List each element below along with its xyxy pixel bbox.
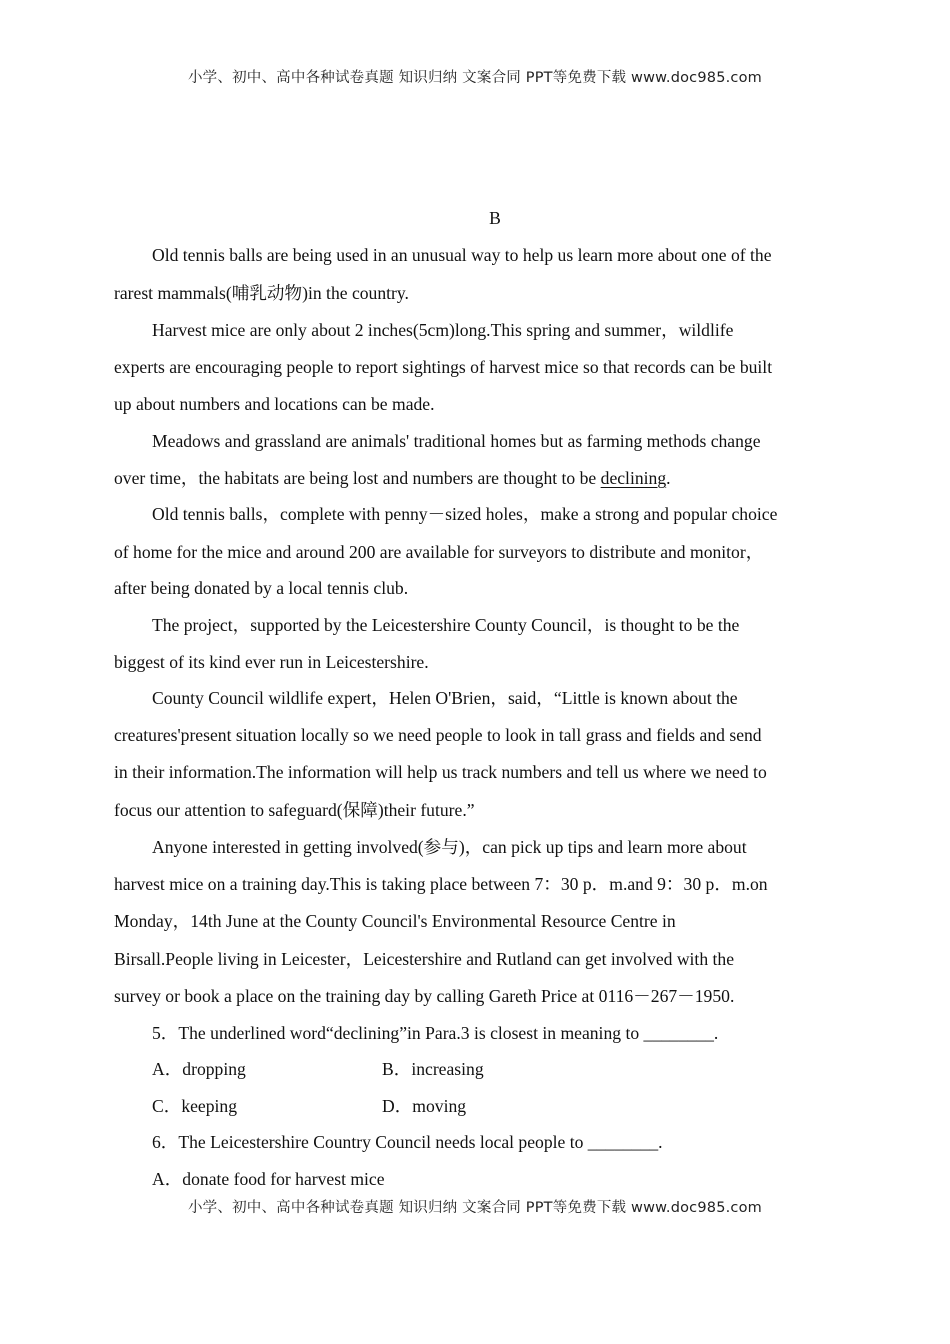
q5-stem: 5．The underlined word“declining”in Para.3 is closest in meaning to ________. (152, 1023, 719, 1043)
p3-line2 (114, 467, 671, 489)
p7-line1: Anyone interested in getting involved(参与)，can pick up tips and learn more about (152, 837, 747, 857)
p3-line2-end: . (666, 468, 671, 488)
p7-line2: harvest mice on a training day.This is taking place between 7：30 p．m.and 9：30 p．m.on (114, 874, 768, 894)
q5-option-b: B．increasing (382, 1059, 484, 1079)
p5-line1: The project，supported by the Leicestershire County Council，is thought to be the (152, 615, 740, 635)
underlined-word: declining (600, 468, 667, 488)
p1-line1: Old tennis balls are being used in an unusual way to help us learn more about one of the (152, 245, 772, 265)
p2-line3: up about numbers and locations can be made. (114, 394, 435, 414)
p2-line1: Harvest mice are only about 2 inches(5cm)long.This spring and summer，wildlife (152, 320, 734, 340)
q5-option-c: C．keeping (152, 1096, 238, 1116)
p6-line3: in their information.The information will help us track numbers and tell us where we need to (114, 762, 767, 782)
p4-line3: after being donated by a local tennis club. (114, 578, 409, 598)
p7-line3: Monday，14th June at the County Council's Environmental Resource Centre in (114, 911, 676, 931)
page-footer: 小学、初中、高中各种试卷真题 知识归纳 文案合同 PPT等免费下载 www.doc985.com (187, 1200, 763, 1216)
q6-stem: 6．The Leicestershire Country Council needs local people to ________. (152, 1132, 663, 1152)
p6-line4: focus our attention to safeguard(保障)their future.” (114, 800, 475, 820)
p3-line1: Meadows and grassland are animals' traditional homes but as farming methods change (152, 431, 761, 451)
p4-line1: Old tennis balls，complete with penny－sized holes，make a strong and popular choice (152, 504, 778, 524)
page-header: 小学、初中、高中各种试卷真题 知识归纳 文案合同 PPT等免费下载 www.doc985.com (187, 70, 763, 86)
section-label: B (489, 208, 501, 228)
q5-options-row1 (152, 1058, 852, 1080)
p4-line2: of home for the mice and around 200 are available for surveyors to distribute and monitor， (114, 542, 764, 562)
p6-line2: creatures'present situation locally so we need people to look in tall grass and fields and send (114, 725, 762, 745)
p2-line2: experts are encouraging people to report sightings of harvest mice so that records can be built (114, 357, 773, 377)
p6-line1: County Council wildlife expert，Helen O'Brien，said，“Little is known about the (152, 688, 738, 708)
p1-line2: rarest mammals(哺乳动物)in the country. (114, 283, 409, 303)
q5-option-d: D．moving (382, 1096, 467, 1116)
p7-line5: survey or book a place on the training day by calling Gareth Price at 0116－267－1950. (114, 986, 735, 1006)
p3-line2-text: over time，the habitats are being lost and numbers are thought to be (114, 468, 601, 488)
p7-line4: Birsall.People living in Leicester，Leicestershire and Rutland can get involved with the (114, 949, 735, 969)
q5-option-a: A．dropping (152, 1059, 246, 1079)
p5-line2: biggest of its kind ever run in Leicestershire. (114, 652, 429, 672)
q6-option-a: A．donate food for harvest mice (152, 1169, 385, 1189)
